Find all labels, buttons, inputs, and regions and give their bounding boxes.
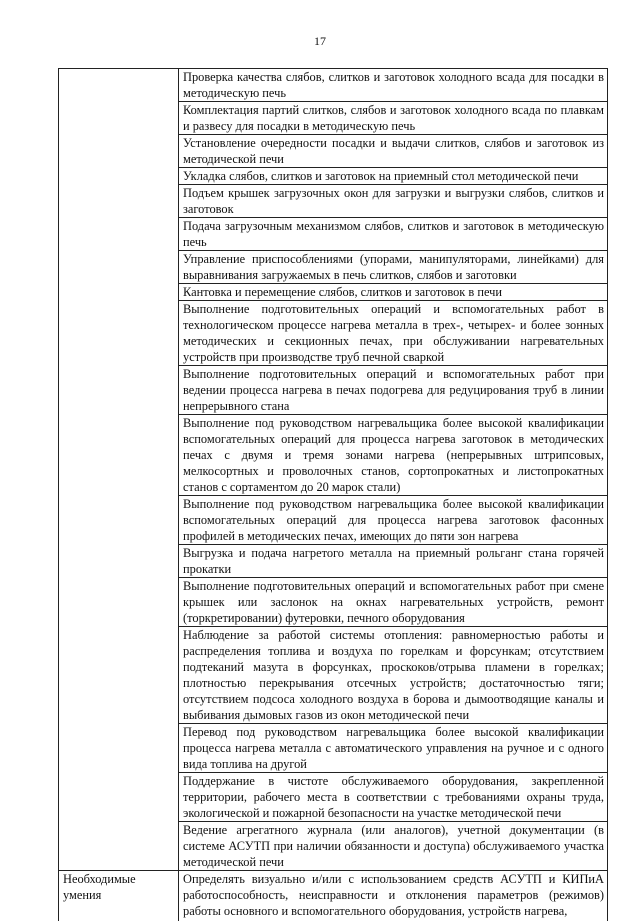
row-text: Наблюдение за работой системы отопления: равномерностью работы и распределения топлива и воздуха по горелкам и форсункам; отсутствием подтеканий мазута в форсунках, проскоков/отрыва пламени в горелках; плотностью перекрывания отсечных устройств; достаточностью тяги; отсутствием подсоса холодного воздуха в борова и дымоотводящие каналы и выбивания дымовых газов из окон методической печи [183, 628, 604, 722]
row-text: Управление приспособлениями (упорами, манипуляторами, линейками) для выравнивания загружаемых в печь слитков, слябов и заготовки [183, 252, 604, 282]
row-text-cell [179, 724, 608, 773]
row-text-cell [179, 578, 608, 627]
row-text-cell [179, 218, 608, 251]
row-text: Выполнение под руководством нагревальщика более высокой квалификации вспомогательных операций для процесса нагрева заготовок в методических печах с двумя и тремя зонами нагрева (непрерывных штрипсовых, мелкосортных и проволочных станов, сортопрокатных и листопрокатных станов с сортаментом до 20 марок стали) [183, 416, 604, 494]
table-body [59, 69, 608, 922]
row-text: Комплектация партий слитков, слябов и заготовок холодного всада по плавкам и развесу для посадки в методическую печь [183, 103, 604, 133]
row-text-cell [179, 545, 608, 578]
row-text-cell [179, 301, 608, 366]
row-text-cell [179, 871, 608, 922]
row-text-cell [179, 366, 608, 415]
row-text-cell [179, 415, 608, 496]
row-text: Укладка слябов, слитков и заготовок на приемный стол методической печи [183, 169, 579, 183]
row-label-cell [59, 871, 179, 922]
row-text-cell [179, 102, 608, 135]
row-text-cell [179, 69, 608, 102]
row-text: Установление очередности посадки и выдачи слитков, слябов и заготовок из методической печи [183, 136, 604, 166]
row-text-cell [179, 822, 608, 871]
row-text: Выгрузка и подача нагретого металла на приемный рольганг стана горячей прокатки [183, 546, 604, 576]
row-text-cell [179, 773, 608, 822]
empty-label-cell [59, 69, 179, 871]
row-text: Выполнение под руководством нагревальщика более высокой квалификации вспомогательных операций для процесса нагрева заготовок фасонных профилей в методических печах, имеющих до пяти зон нагрева [183, 497, 604, 543]
row-text: Проверка качества слябов, слитков и заготовок холодного всада для посадки в методическую печь [183, 70, 604, 100]
row-text-cell [179, 251, 608, 284]
row-text: Кантовка и перемещение слябов, слитков и заготовок в печи [183, 285, 503, 299]
row-text-cell [179, 168, 608, 185]
table-row [59, 69, 608, 102]
row-text-cell [179, 135, 608, 168]
table-row [59, 871, 608, 922]
row-text-cell [179, 284, 608, 301]
row-label: Необходимые умения [63, 872, 136, 902]
row-text: Определять визуально и/или с использованием средств АСУТП и КИПиА работоспособность, неисправности и отклонения параметров (режимов) работы основного и вспомогательного оборудования, устройств нагрева, [183, 872, 604, 918]
competency-table [58, 68, 608, 921]
row-text: Выполнение подготовительных операций и вспомогательных работ в технологическом процессе нагрева металла в трех-, четырех- и более зонных методических и секционных печах, при обслуживании нагревательных устройств при производстве труб печной сваркой [183, 302, 604, 364]
page-number: 17 [314, 34, 326, 48]
row-text: Выполнение подготовительных операций и вспомогательных работ при смене крышек или заслонок на окнах нагревательных устройств, ремонт (торкретировании) футеровки, печного оборудования [183, 579, 604, 625]
row-text-cell [179, 185, 608, 218]
row-text: Перевод под руководством нагревальщика более высокой квалификации процесса нагрева металла с автоматического управления на ручное и с одного вида топлива на другой [183, 725, 604, 771]
row-text: Ведение агрегатного журнала (или аналогов), учетной документации (в системе АСУТП при наличии обязанности и доступа) обслуживаемого участка методической печи [183, 823, 604, 869]
row-text: Подъем крышек загрузочных окон для загрузки и выгрузки слябов, слитков и заготовок [183, 186, 604, 216]
row-text-cell [179, 496, 608, 545]
row-text: Поддержание в чистоте обслуживаемого оборудования, закрепленной территории, рабочего места в соответствии с требованиями охраны труда, экологической и пожарной безопасности на участке методической печи [183, 774, 604, 820]
row-text: Подача загрузочным механизмом слябов, слитков и заготовок в методическую печь [183, 219, 604, 249]
row-text-cell [179, 627, 608, 724]
row-text: Выполнение подготовительных операций и вспомогательных работ при ведении процесса нагрева в печах подогрева для редуцирования труб в линии непрерывного стана [183, 367, 604, 413]
